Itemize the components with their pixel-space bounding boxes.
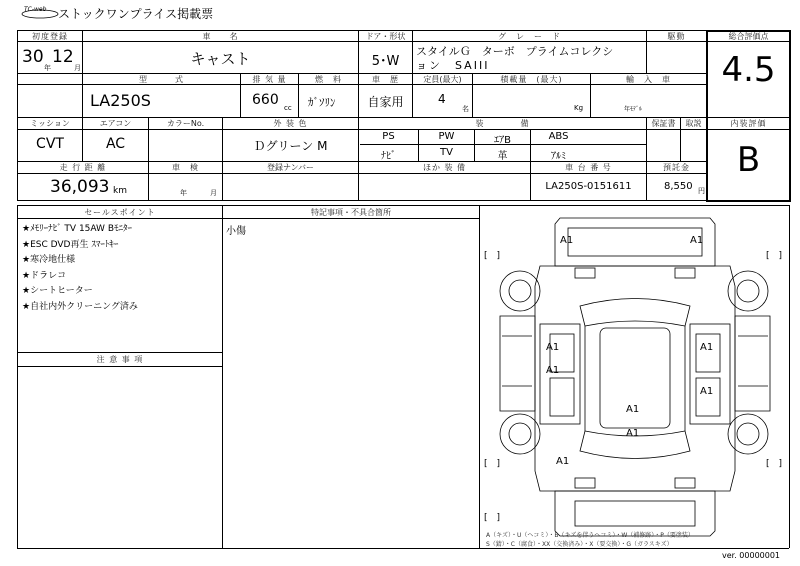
warranty-label: 保証書 [651, 119, 676, 128]
car-damage-diagram [480, 206, 788, 547]
model-label: 型 式 [139, 75, 184, 84]
plate-label: 登録ナンバー [266, 163, 315, 172]
legend-line-1: A（キズ）・U（ヘコミ）・B（キズを伴うヘコミ）・W（補修跡）・P（要塗装） [486, 532, 694, 539]
exterior-color-label: 外 装 色 [273, 119, 308, 128]
sales-points-list [22, 222, 220, 315]
mileage-unit: km [113, 186, 127, 196]
diagram-bracket: [ ] [484, 513, 501, 523]
grade-line1: スタイルＧ ターボ プライムコレクシ [416, 45, 614, 58]
overall-score-value: 4.5 [721, 50, 776, 90]
sales-point-item: ★ﾒﾓﾘｰﾅﾋﾞ TV 15AW Bﾓﾆﾀｰ [22, 224, 132, 234]
mission-label: ミッション [30, 119, 70, 128]
caution-label: 注 意 事 項 [96, 355, 144, 364]
chassis-no-label: 車 台 番 号 [565, 163, 612, 172]
deposit-unit: 円 [698, 187, 705, 195]
drive-label: 駆動 [667, 32, 686, 41]
car-name-label: 車 名 [202, 32, 239, 41]
history-label: 車 歴 [372, 75, 399, 84]
load-label: 積載量 (最大) [500, 75, 563, 84]
logo [20, 5, 60, 19]
displacement-label: 排 気 量 [252, 75, 287, 84]
equipment-label: 装 備 [475, 119, 530, 128]
damage-mark: A1 [556, 456, 570, 467]
equipment-tv: TV [440, 147, 453, 158]
damage-mark: A1 [690, 235, 704, 246]
inspection-label: 車 検 [172, 163, 199, 172]
damage-mark: A1 [546, 365, 560, 376]
displacement-value: 660 [252, 92, 279, 108]
fuel-value: ｶﾞｿﾘﾝ [308, 96, 336, 109]
damage-mark: A1 [560, 235, 574, 246]
grade-label: グ レ ー ド [498, 32, 561, 41]
door-shape-value: 5･W [371, 54, 400, 69]
deposit-label: 預託金 [663, 163, 690, 172]
damage-mark: A1 [546, 342, 560, 353]
sales-point-item: ★ESC DVD再生 ｽﾏｰﾄｷｰ [22, 239, 119, 250]
import-label: 輸 入 車 [626, 75, 671, 84]
capacity-label: 定員(最大) [423, 75, 462, 84]
interior-score-label: 内装評価 [730, 119, 767, 128]
equipment-alloy: ｱﾙﾐ [551, 151, 566, 162]
other-equipment-label: ほか 装 備 [422, 163, 467, 172]
equipment-leather: 革 [497, 151, 508, 162]
diagram-bracket: [ ] [766, 459, 783, 469]
form-title: ストックワンプライス掲載票 [58, 7, 214, 21]
capacity-value: 4 [438, 92, 446, 106]
equipment-abs: ABS [548, 131, 569, 142]
inspection-month-unit: 月 [210, 189, 217, 197]
first-reg-month: 12 [52, 47, 74, 67]
history-value: 自家用 [367, 95, 404, 109]
equipment-pw: PW [438, 131, 455, 142]
sales-point-item: ★自社内外クリーニング済み [22, 301, 138, 312]
sales-point-item: ★ドラレコ [22, 270, 67, 281]
load-unit: Kg [574, 104, 584, 112]
sales-point-item: ★シートヒーター [22, 286, 93, 296]
diagram-bracket: [ ] [484, 459, 501, 469]
damage-mark: A1 [700, 342, 714, 353]
color-no-label: カラーNo. [166, 119, 205, 128]
exterior-color-value: Ｄグリーン M [253, 139, 328, 153]
sales-point-item: ★寒冷地仕様 [22, 255, 76, 265]
mission-value: CVT [36, 136, 64, 152]
first-reg-month-unit: 月 [74, 64, 81, 72]
first-reg-year-unit: 年 [44, 64, 51, 72]
equipment-ps: PS [382, 131, 395, 142]
version-text: ver. 00000001 [722, 551, 781, 560]
diagram-bracket: [ ] [766, 251, 783, 261]
logo-text: TC-web [24, 6, 47, 13]
fuel-label: 燃 料 [315, 75, 342, 84]
damage-mark: A1 [626, 404, 640, 415]
first-reg-label: 初度登録 [32, 32, 68, 41]
model-year-unit: 年ﾓﾃﾞﾙ [624, 106, 643, 113]
equipment-airbag: ｴｱB [494, 135, 511, 146]
car-name-value: キャスト [190, 50, 251, 68]
interior-score-value: B [736, 140, 761, 180]
deposit-value: 8,550 [664, 181, 693, 192]
first-reg-year: 30 [22, 47, 44, 67]
equipment-navi: ﾅﾋﾞ [381, 151, 396, 162]
chassis-no-value: LA250S-0151611 [545, 181, 632, 192]
overall-score-label: 総合評価点 [728, 32, 769, 41]
inspection-year-unit: 年 [180, 189, 187, 197]
displacement-unit: cc [284, 104, 292, 112]
door-shape-label: ドア・形状 [365, 32, 406, 41]
capacity-unit: 名 [462, 105, 469, 113]
damage-mark: A1 [700, 386, 714, 397]
aircon-label: エアコン [99, 119, 132, 128]
manual-label: 取説 [685, 119, 702, 128]
sales-point-label: セールスポイント [84, 208, 156, 217]
notes-label: 特記事項・不具合箇所 [311, 208, 391, 217]
notes-value: 小傷 [226, 226, 246, 237]
grade-line2: ョン SAIII [416, 59, 490, 72]
damage-mark: A1 [626, 428, 640, 439]
mileage-label: 走 行 距 離 [59, 163, 107, 172]
mileage-value: 36,093 [50, 177, 110, 197]
diagram-bracket: [ ] [484, 251, 501, 261]
model-value: LA250S [90, 91, 151, 110]
legend-line-2: S（錆）・C（腐食）・XX（交換済み）・X（要交換）・G（ガラスキズ） [486, 541, 673, 548]
aircon-value: AC [105, 136, 126, 152]
